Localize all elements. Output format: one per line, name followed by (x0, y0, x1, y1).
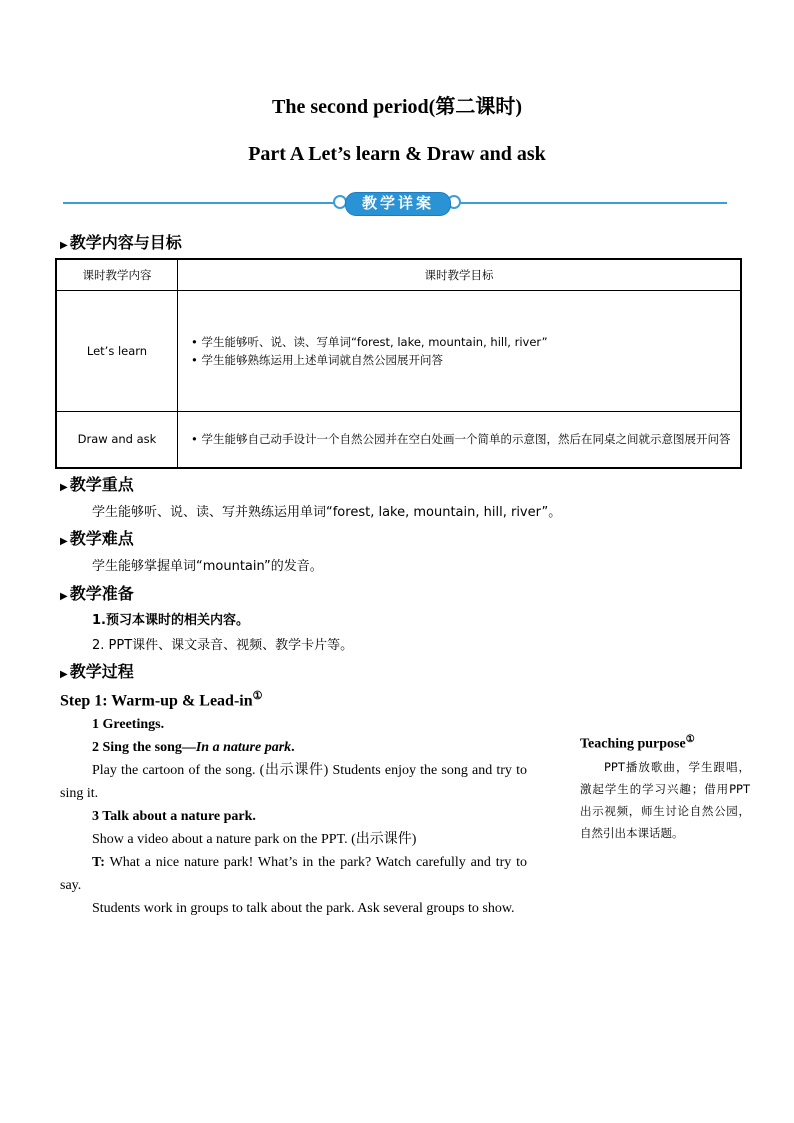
triangle-bullet-icon: ▶ (60, 591, 68, 602)
step-item-group-work: Students work in groups to talk about the park. Ask several groups to show. (92, 901, 515, 916)
triangle-bullet-icon: ▶ (60, 536, 68, 547)
triangle-bullet-icon: ▶ (60, 669, 68, 680)
step-item-talk-park-text: Show a video about a nature park on the PPT. (出示课件) (92, 832, 417, 847)
table-row (56, 291, 741, 412)
preparation-item-1: 1.预习本课时的相关内容。 (92, 613, 249, 628)
step-1-title: Step 1: Warm-up & Lead-in① (60, 690, 263, 710)
goal-item: • 学生能够自己动手设计一个自然公园并在空白处画一个简单的示意图，然后在同桌之间就示意图展开问答 (191, 432, 731, 447)
table-header-row (56, 259, 741, 291)
preparation-item-2: 2. PPT课件、课文录音、视频、教学卡片等。 (92, 638, 354, 653)
teaching-purpose-note (580, 729, 750, 844)
teacher-dialogue: T: What a nice nature park! What’s in the park? Watch carefully and try to say. (60, 855, 527, 893)
section-banner (327, 190, 467, 216)
section-heading-difficulties: ▶ 教学难点 (60, 529, 134, 548)
step-item-greetings: 1 Greetings. (92, 717, 165, 732)
section-heading-key-points: ▶ 教学重点 (60, 475, 134, 494)
section-heading-content: ▶ 教学内容与目标 (60, 233, 182, 252)
banner-label: 教学详案 (361, 194, 434, 212)
col-header-goals: 课时教学目标 (178, 259, 742, 291)
step-1-body (60, 713, 527, 920)
row-content-lets-learn: Let’s learn (56, 291, 178, 412)
triangle-bullet-icon: ▶ (60, 482, 68, 493)
footnote-mark: ① (252, 690, 263, 702)
row-goals-lets-learn (178, 291, 742, 412)
banner-line-right (451, 202, 727, 204)
step-item-sing-song-text: Play the cartoon of the song. (出示课件) Students enjoy the song and try to sing it. (60, 763, 527, 801)
teaching-purpose-text: PPT播放歌曲，学生跟唱，激起学生的学习兴趣；借用PPT出示视频，师生讨论自然公园，自然引出本课话题。 (580, 759, 750, 840)
row-content-draw-and-ask: Draw and ask (56, 412, 178, 468)
row-goals-draw-and-ask (178, 412, 742, 468)
step-item-sing-song: 2 Sing the song—In a nature park. (92, 740, 295, 755)
page-title: The second period(第二课时) (272, 96, 522, 118)
goals-table (55, 258, 742, 469)
teaching-purpose-title: Teaching purpose① (580, 734, 695, 752)
table-row (56, 412, 741, 468)
section-heading-preparation: ▶ 教学准备 (60, 584, 134, 603)
key-points-text: 学生能够听、说、读、写并熟练运用单词“forest, lake, mountain, hill, river”。 (92, 505, 562, 520)
difficulties-text: 学生能够掌握单词“mountain”的发音。 (92, 559, 323, 574)
banner-line-left (63, 202, 345, 204)
section-heading-process: ▶ 教学过程 (60, 662, 134, 681)
page-subtitle: Part A Let’s learn & Draw and ask (248, 143, 546, 165)
goal-item: • 学生能够听、说、读、写单词“forest, lake, mountain, hill, river” (191, 335, 548, 349)
triangle-bullet-icon: ▶ (60, 240, 68, 251)
step-item-talk-park: 3 Talk about a nature park. (92, 809, 256, 824)
col-header-content: 课时教学内容 (56, 259, 178, 291)
goal-item: • 学生能够熟练运用上述单词就自然公园展开问答 (191, 353, 443, 367)
